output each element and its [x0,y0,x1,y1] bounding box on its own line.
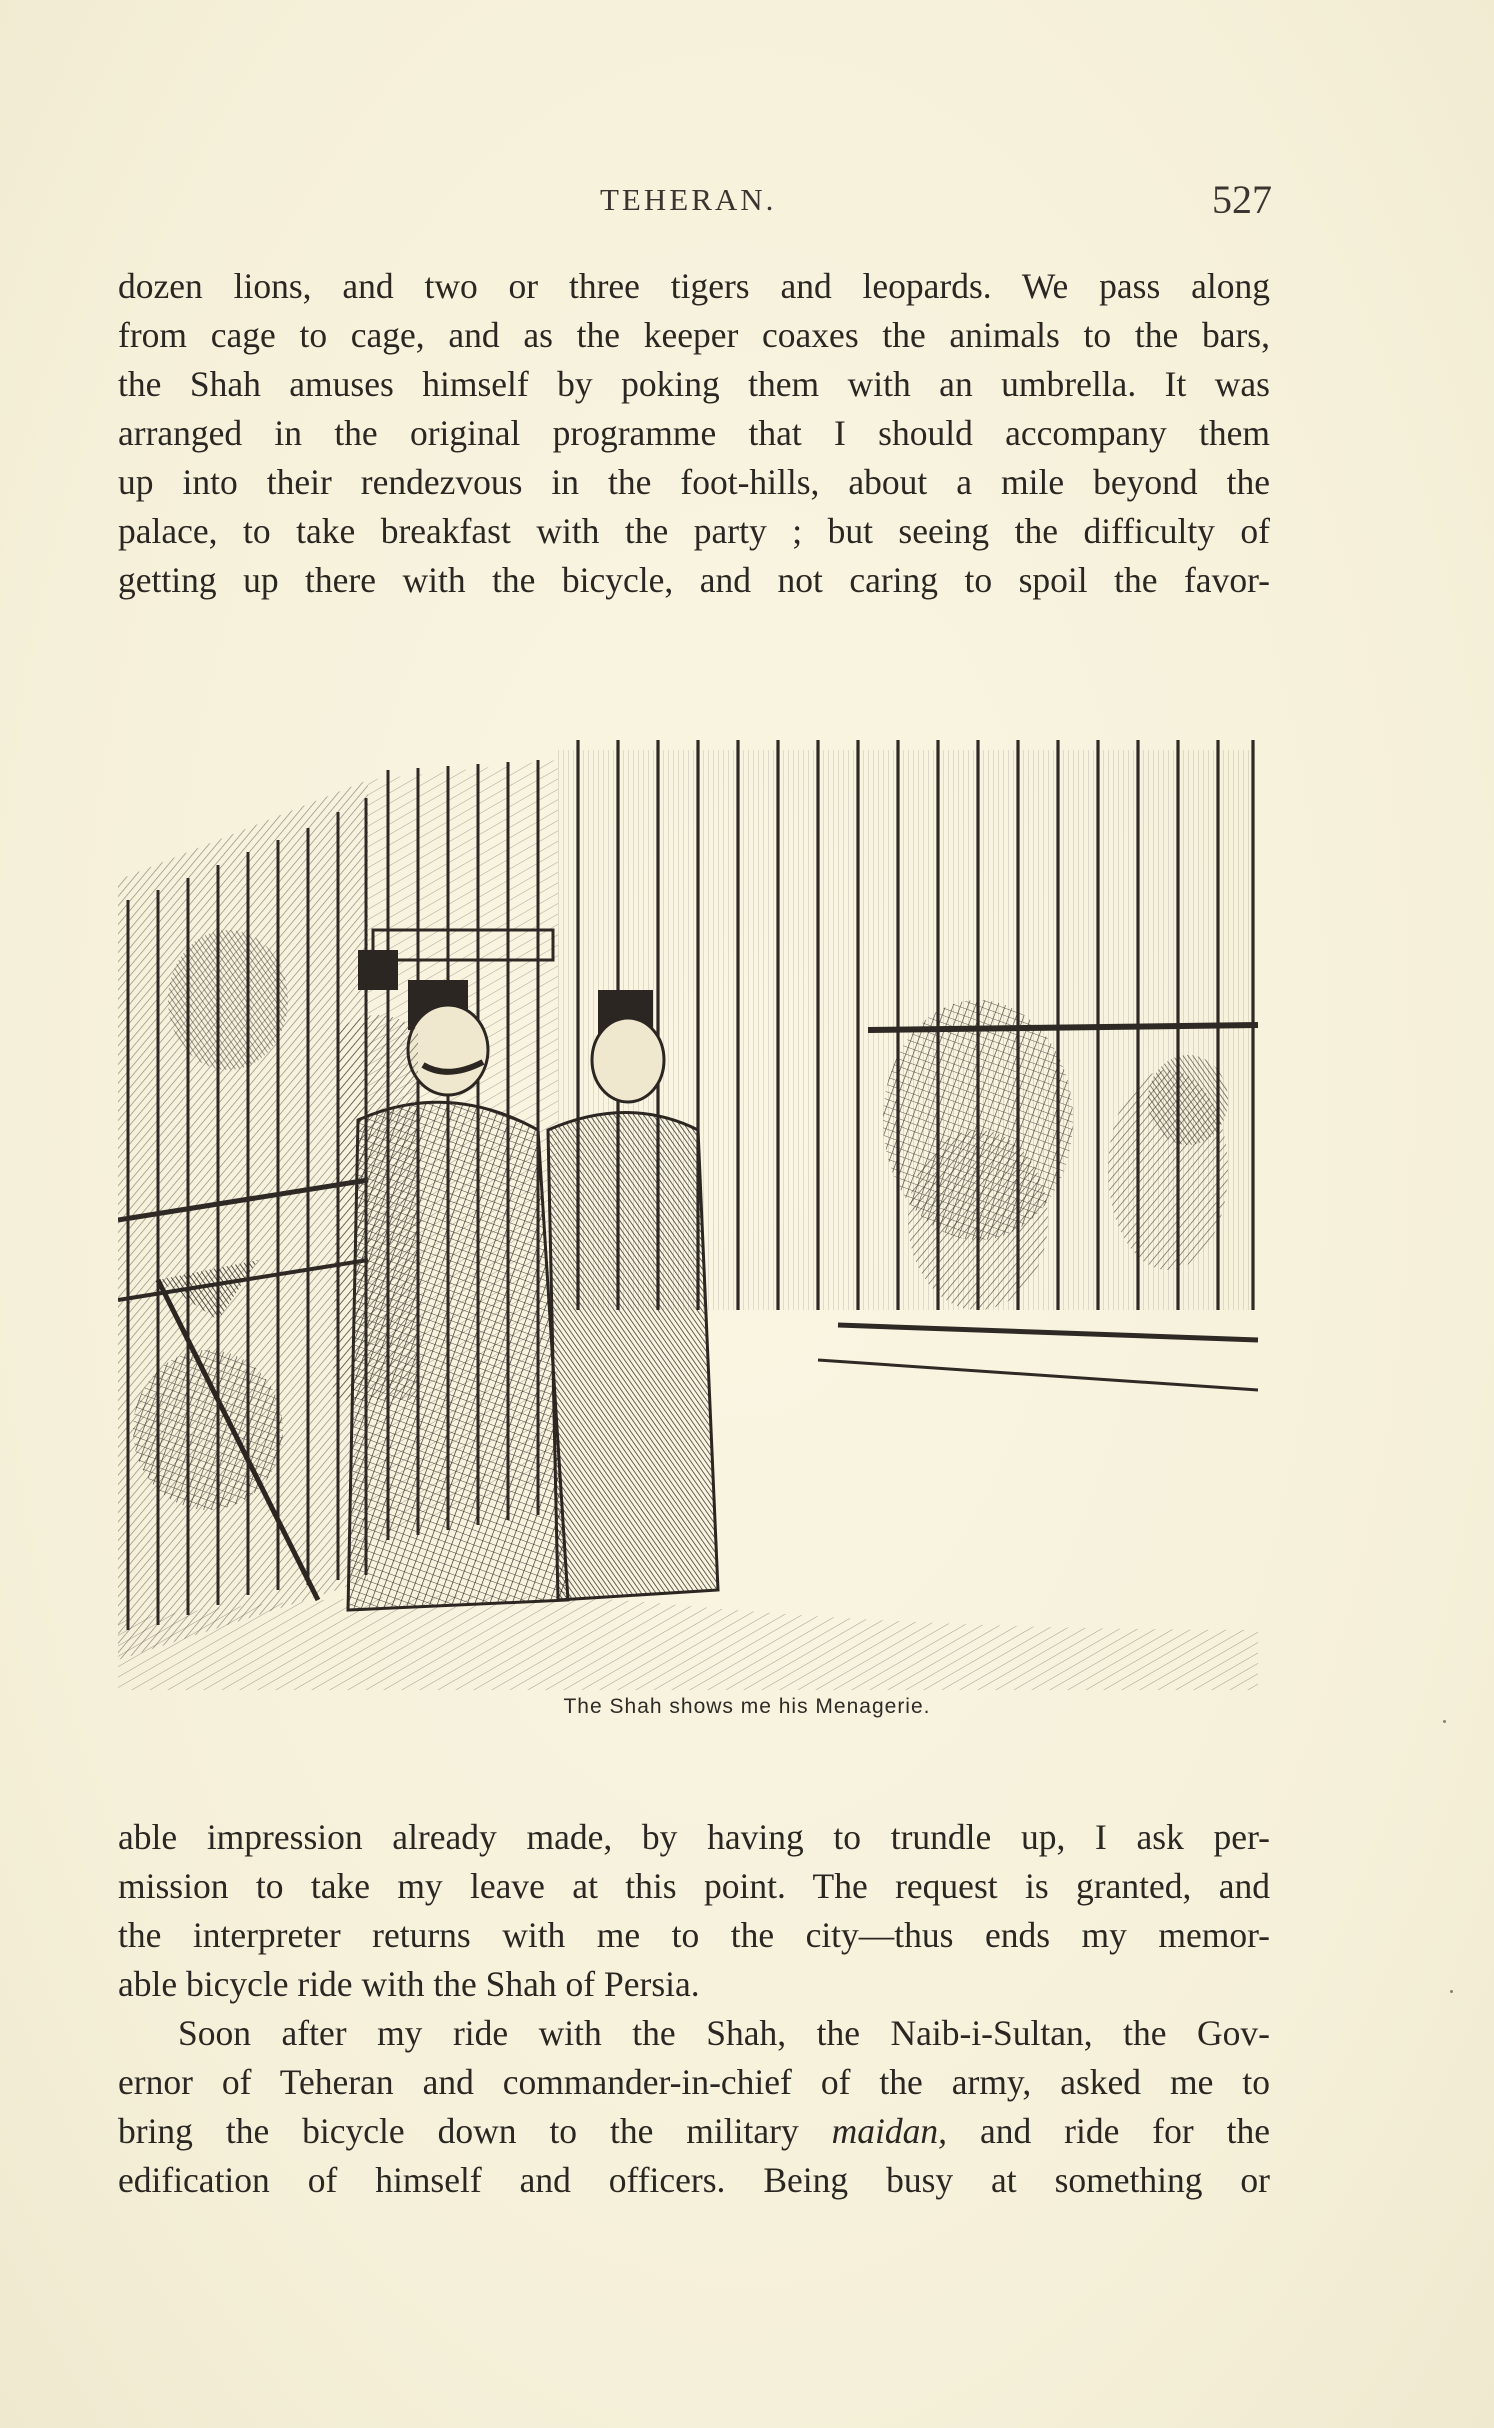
page-number: 527 [1212,177,1272,222]
text-line: dozen lions, and two or three tigers and leopards. We pass along [118,266,1270,306]
paper-speck [1450,1990,1453,1993]
text-line: arranged in the original programme that I should accompany them [118,413,1270,453]
left-cage [118,780,368,1660]
menagerie-illustration [118,700,1278,1690]
text-line: the Shah amuses himself by poking them with an umbrella. It was [118,364,1270,404]
text-line: mission to take my leave at this point. The request is granted, and [118,1866,1270,1906]
text-line: getting up there with the bicycle, and not caring to spoil the favor- [118,560,1270,600]
text-line: up into their rendezvous in the foot-hills, about a mile beyond the [118,462,1270,502]
text-line: the interpreter returns with me to the city—thus ends my memor- [118,1915,1270,1955]
text-line: from cage to cage, and as the keeper coaxes the animals to the bars, [118,315,1270,355]
text-line [118,2107,1270,2156]
text-line: ernor of Teheran and commander-in-chief of the army, asked me to [118,2062,1270,2102]
engraving-image [118,700,1278,1690]
text-line: Soon after my ride with the Shah, the Naib-i-Sultan, the Gov- [178,2013,1270,2053]
text-segment: and ride for the [947,2111,1270,2151]
running-head [0,176,1494,226]
text-line: able impression already made, by having to trundle up, I ask per- [118,1817,1270,1857]
text-segment: bring the bicycle down to the military [118,2111,832,2151]
text-line: edification of himself and officers. Being busy at something or [118,2160,1270,2200]
paragraph-top [118,262,1270,605]
paper-speck [1443,1720,1446,1723]
text-line: able bicycle ride with the Shah of Persia. [118,1964,700,2004]
italic-word: maidan, [831,2111,948,2151]
chapter-title: TEHERAN. [600,182,777,217]
text-line: palace, to take breakfast with the party ; but seeing the difficulty of [118,511,1270,551]
paragraph-bottom [118,1813,1270,2205]
figure-caption: The Shah shows me his Menagerie. [563,1695,931,1718]
